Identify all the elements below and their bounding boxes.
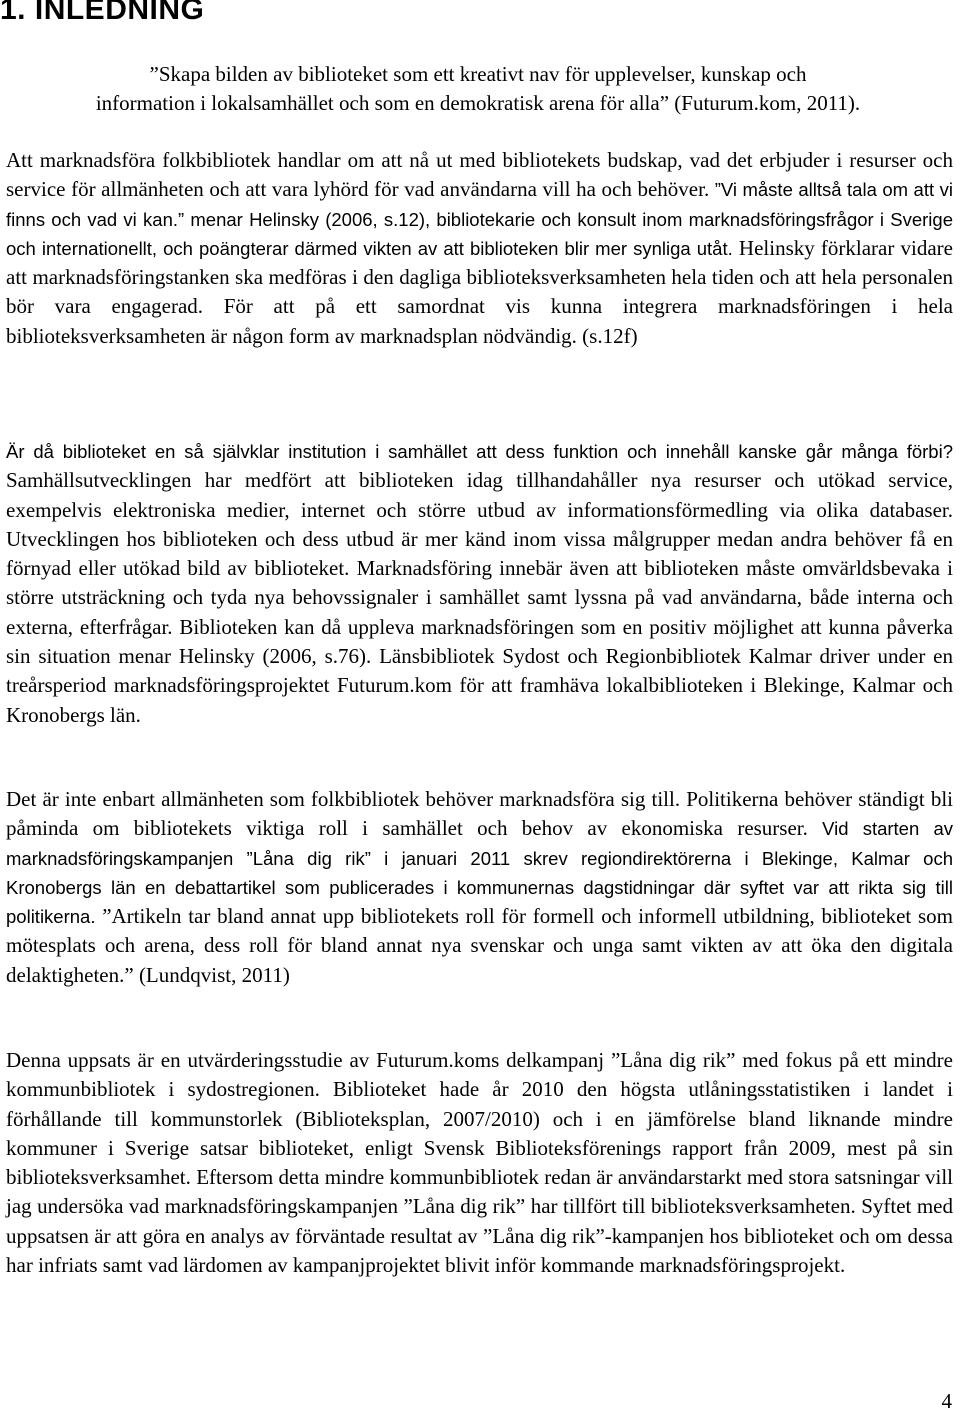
quote-line-2: information i lokalsamhället och som en demokratisk arena för alla” (Futurum.kom, 2011). bbox=[95, 91, 861, 115]
quote-line-1: ”Skapa bilden av biblioteket som ett kreativt nav för upplevelser, kunskap och bbox=[149, 62, 807, 86]
paragraph-2-question: Är då biblioteket en så självklar institution i samhället att dess funktion och innehåll kanske går många förbi? bbox=[6, 441, 953, 462]
paragraph-3-part-a: Det är inte enbart allmänheten som folkbibliotek behöver marknadsföra sig till. Politikerna behöver ständigt bli påminda om bibliotekets viktiga roll i samhället och behov av ekonomiska resurser. bbox=[6, 787, 953, 841]
paragraph-1 bbox=[6, 146, 953, 351]
paragraph-4 bbox=[6, 1046, 953, 1280]
paragraph-3-part-c: ”Artikeln tar bland annat upp bibliotekets roll för formell och informell utbildning, biblioteket som mötesplats och arena, dess roll för bland annat nya svenskar och unga samt vikten av att öka den digitala delaktigheten.” (Lundqvist, 2011) bbox=[6, 904, 953, 987]
page-number: 4 bbox=[941, 1389, 952, 1413]
paragraph-3-part-b: Vid starten av marknadsföringskampanjen ”Låna dig rik” i januari 2011 skrev regiondirektörerna i Blekinge, Kalmar och Kronobergs län en debattartikel som publicerades i kommunernas dagstidningar där syftet var att rikta sig till politikerna. bbox=[6, 818, 954, 928]
paragraph-2 bbox=[6, 437, 953, 730]
paragraph-1-part-a: Att marknadsföra folkbibliotek handlar om att nå ut med bibliotekets budskap, vad det erbjuder i resurser och service för allmänheten och att vara lyhörd för vad användarna vill ha och behöver. bbox=[6, 148, 953, 202]
paragraph-1-part-c: Helinsky förklarar vidare att marknadsföringstanken ska medföras i den dagliga biblioteksverksamheten hela tiden och att hela personalen bör vara engagerad. För att på ett samordnat vis kunna integrera marknadsföringen i hela biblioteksverksamheten är någon form av marknadsplan nödvändig. (s.12f) bbox=[6, 235, 953, 348]
epigraph-quote bbox=[6, 60, 950, 118]
paragraph-2-body: Samhällsutvecklingen har medfört att biblioteken idag tillhandahåller nya resurser och utökad service, exempelvis elektroniska medier, internet och större utbud av informationsförmedling via olika databaser. Utvecklingen hos biblioteken och dess utbud är mer känd inom vissa målgrupper medan andra behöver få en förnyad eller utökad bild av biblioteket. Marknadsföring innebär även att biblioteken måste omvärldsbevaka i större utsträckning och tyda nya behovssignaler i samhället samt lyssna på vad användarna, både interna och externa, efterfrågar. Biblioteken kan då uppleva marknadsföringen som en positiv möjlighet att kunna påverka sin situation menar Helinsky (2006, s.76). Länsbibliotek Sydost och Regionbibliotek Kalmar driver under en treårsperiod marknadsföringsprojektet Futurum.kom för att framhäva lokalbiblioteken i Blekinge, Kalmar och Kronobergs län. bbox=[6, 468, 953, 727]
paragraph-4-text: Denna uppsats är en utvärderingsstudie av Futurum.koms delkampanj ”Låna dig rik” med fokus på ett mindre kommunbibliotek i sydostregionen. Biblioteket hade år 2010 den högsta utlåningsstatistiken i landet i förhållande till kommunstorlek (Biblioteksplan, 2007/2010) och i en jämförelse bland liknande mindre kommuner i Sverige satsar biblioteket, enligt Svensk Biblioteksförenings rapport från 2009, mest på sin biblioteksverksamhet. Eftersom detta mindre kommunbibliotek redan är användarstarkt med stora satsningar vill jag undersöka vad marknadsföringskampanjen ”Låna dig rik” har tillfört till biblioteksverksamheten. Syftet med uppsatsen är att göra en analys av förväntade resultat av ”Låna dig rik”-kampanjen hos biblioteket och om dessa har infriats samt vad lärdomen av kampanjprojektet blivit inför kommande marknadsföringsprojekt. bbox=[6, 1048, 953, 1278]
paragraph-1-quote: ”Vi måste alltså tala om att vi finns och vad vi kan.” menar Helinsky (2006, s.12), bibliotekarie och konsult inom marknadsföringsfrågor i Sverige och internationellt, och poängterar därmed vikten av att biblioteken blir mer synliga utåt. bbox=[6, 179, 953, 259]
paragraph-3 bbox=[6, 785, 953, 990]
chapter-heading: 1. INLEDNING bbox=[0, 0, 205, 26]
